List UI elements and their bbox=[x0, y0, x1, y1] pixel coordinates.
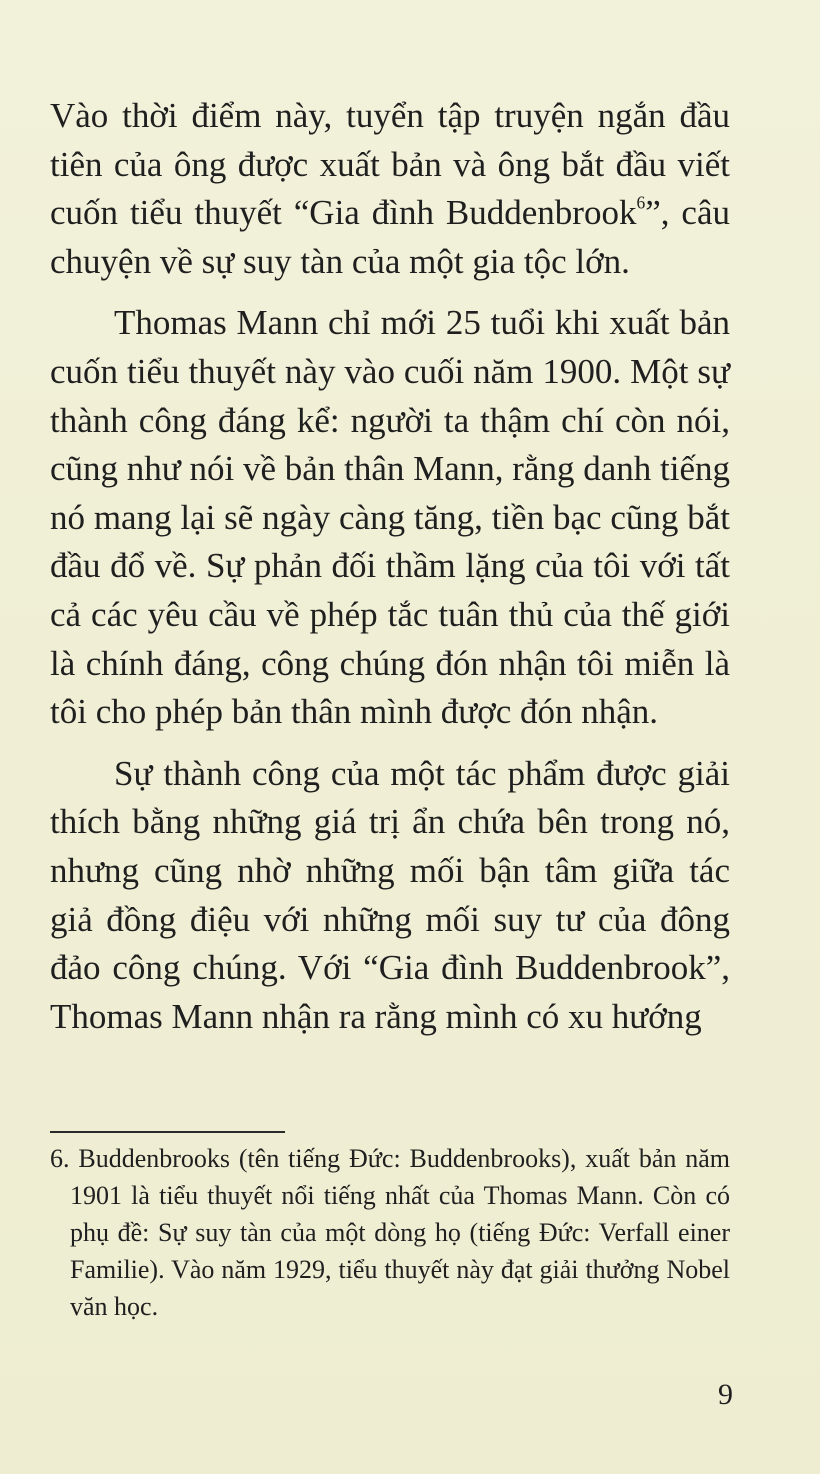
page-number: 9 bbox=[718, 1378, 733, 1411]
main-text bbox=[50, 92, 730, 1041]
footnote bbox=[50, 1140, 730, 1325]
paragraph-2: Thomas Mann chỉ mới 25 tuổi khi xuất bản cuốn tiểu thuyết này vào cuối năm 1900. Một sự thành công đáng kể: người ta thậm chí còn nói, cũng như nói về bản thân Mann, rằng danh tiếng nó mang lại sẽ ngày càng tăng, tiền bạc cũng bắt đầu đổ về. Sự phản đối thầm lặng của tôi với tất cả các yêu cầu về phép tắc tuân thủ của thế giới là chính đáng, công chúng đón nhận tôi miễn là tôi cho phép bản thân mình được đón nhận. bbox=[50, 303, 730, 732]
footnote-6 bbox=[50, 1140, 730, 1325]
paragraph-1-text-end: ”, câu chuyện về sự suy tàn của một gia tộc lớn. bbox=[50, 193, 730, 281]
paragraph-1-text: Vào thời điểm này, tuyển tập truyện ngắn đầu tiên của ông được xuất bản và ông bắt đầu viết cuốn tiểu thuyết “Gia đình Buddenbrook bbox=[50, 96, 730, 233]
footnote-divider bbox=[50, 1131, 285, 1133]
footnote-marker: 6. bbox=[50, 1144, 70, 1173]
footnote-text: Buddenbrooks (tên tiếng Đức: Buddenbrooks), xuất bản năm 1901 là tiểu thuyết nổi tiếng nhất của Thomas Mann. Còn có phụ đề: Sự suy tàn của một dòng họ (tiếng Đức: Verfall einer Familie). Vào năm 1929, tiểu thuyết này đạt giải thưởng Nobel văn học. bbox=[70, 1144, 731, 1321]
paragraph-3: Sự thành công của một tác phẩm được giải thích bằng những giá trị ẩn chứa bên trong nó, nhưng cũng nhờ những mối bận tâm giữa tác giả đồng điệu với những mối suy tư của đông đảo công chúng. Với “Gia đình Buddenbrook”, Thomas Mann nhận ra rằng mình có xu hướng bbox=[50, 753, 730, 1036]
paragraph-1 bbox=[50, 92, 730, 286]
footnote-reference: 6 bbox=[636, 192, 646, 213]
